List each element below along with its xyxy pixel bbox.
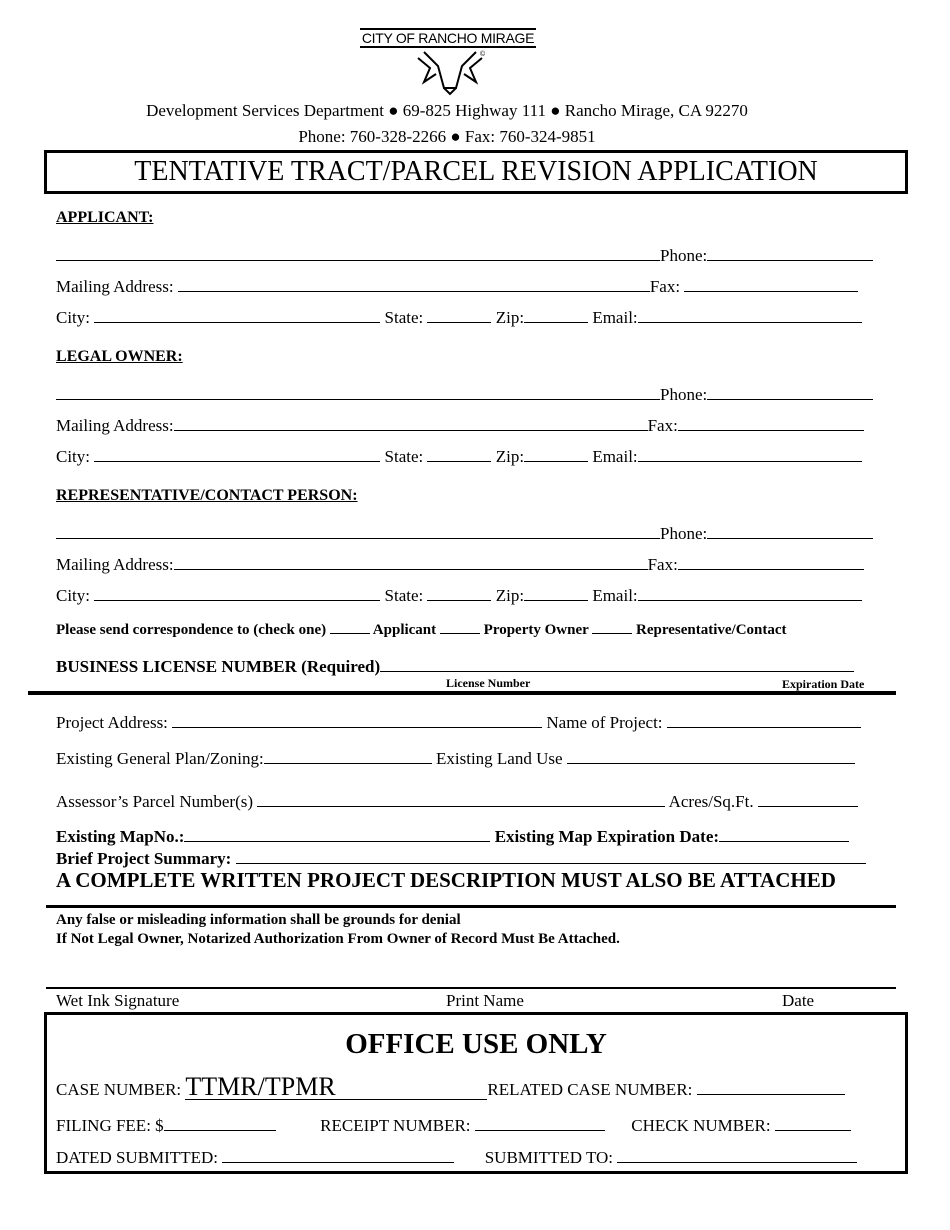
- owner-phone-field[interactable]: [707, 384, 873, 400]
- state-label: State:: [384, 586, 424, 605]
- check-representative[interactable]: [592, 620, 632, 634]
- divider: [46, 905, 896, 908]
- owner-name-row: [56, 384, 873, 405]
- applicant-name-row: [56, 245, 873, 266]
- email-label: Email:: [592, 447, 638, 466]
- city-label: City:: [56, 586, 91, 605]
- acres-field[interactable]: [758, 791, 858, 807]
- project-address-field[interactable]: [172, 712, 542, 728]
- print-name-label: Print Name: [446, 991, 524, 1010]
- license-number-caption: License Number: [446, 676, 531, 690]
- zoning-row: [56, 748, 855, 769]
- check-owner[interactable]: [440, 620, 480, 634]
- phone-label: Phone:: [660, 246, 708, 265]
- fax-label: Fax:: [647, 555, 678, 574]
- email-label: Email:: [592, 308, 638, 327]
- signature-label: Wet Ink Signature: [56, 991, 180, 1010]
- applicant-city-row: [56, 307, 862, 328]
- option-representative: Representative/Contact: [636, 622, 787, 638]
- rep-name-field[interactable]: [56, 523, 660, 539]
- correspondence-prompt: Please send correspondence to (check one): [56, 622, 327, 638]
- summary-row: [56, 848, 866, 869]
- owner-city-row: [56, 446, 862, 467]
- svg-text:©: ©: [480, 51, 486, 58]
- owner-email-field[interactable]: [638, 446, 862, 462]
- applicant-name-field[interactable]: [56, 245, 660, 261]
- project-address-label: Project Address:: [56, 713, 168, 732]
- mailing-address-label: Mailing Address:: [56, 277, 174, 296]
- filing-fee-label: FILING FEE: $: [56, 1116, 164, 1135]
- owner-zip-field[interactable]: [524, 446, 588, 462]
- owner-mail-field[interactable]: [174, 415, 648, 431]
- ram-icon: [410, 48, 490, 96]
- mailing-address-label: Mailing Address:: [56, 555, 174, 574]
- check-field[interactable]: [775, 1115, 851, 1131]
- fax-label: Fax:: [649, 277, 681, 296]
- rep-mail-row: [56, 554, 864, 575]
- state-label: State:: [384, 308, 424, 327]
- check-applicant[interactable]: [330, 620, 370, 634]
- applicant-mail-row: [56, 276, 858, 297]
- office-use-title: OFFICE USE ONLY: [345, 1028, 607, 1060]
- mailing-address-label: Mailing Address:: [56, 416, 174, 435]
- zip-label: Zip:: [495, 586, 525, 605]
- apn-field[interactable]: [257, 791, 665, 807]
- logo-text: CITY OF RANCHO MIRAGE: [361, 30, 535, 46]
- dated-submitted-field[interactable]: [222, 1147, 454, 1163]
- owner-city-field[interactable]: [94, 446, 380, 462]
- city-label: City:: [56, 447, 91, 466]
- map-no-field[interactable]: [184, 826, 490, 842]
- business-license-row: [56, 656, 854, 677]
- case-number-label: CASE NUMBER:: [56, 1080, 182, 1099]
- submitted-to-label: SUBMITTED TO:: [484, 1148, 614, 1167]
- option-applicant: Applicant: [372, 622, 437, 638]
- map-exp-label: Existing Map Expiration Date:: [494, 827, 720, 846]
- land-use-label: Existing Land Use: [436, 749, 563, 768]
- office-use-box: [44, 1012, 908, 1174]
- applicant-city-field[interactable]: [94, 307, 380, 323]
- owner-fax-field[interactable]: [678, 415, 864, 431]
- project-name-label: Name of Project:: [546, 713, 663, 732]
- related-case-label: RELATED CASE NUMBER:: [487, 1080, 693, 1099]
- owner-mail-row: [56, 415, 864, 436]
- date-label: Date: [782, 991, 815, 1010]
- state-label: State:: [384, 447, 424, 466]
- section-representative: REPRESENTATIVE/CONTACT PERSON:: [56, 487, 358, 504]
- project-name-field[interactable]: [667, 712, 861, 728]
- case-number-field[interactable]: TTMR/TPMR: [185, 1075, 487, 1100]
- map-row: [56, 826, 849, 847]
- acres-label: Acres/Sq.Ft.: [668, 792, 754, 811]
- zip-label: Zip:: [495, 447, 525, 466]
- applicant-zip-field[interactable]: [524, 307, 588, 323]
- filing-fee-field[interactable]: [164, 1115, 276, 1131]
- phone-label: Phone:: [660, 385, 708, 404]
- applicant-state-field[interactable]: [427, 307, 491, 323]
- submitted-row: [56, 1147, 857, 1168]
- owner-state-field[interactable]: [427, 446, 491, 462]
- map-exp-field[interactable]: [719, 826, 849, 842]
- section-legal-owner: LEGAL OWNER:: [56, 348, 183, 365]
- business-license-label: BUSINESS LICENSE NUMBER (Required): [56, 657, 381, 676]
- expiration-date-caption: Expiration Date: [782, 677, 865, 691]
- submitted-to-field[interactable]: [617, 1147, 857, 1163]
- signature-line[interactable]: [46, 987, 896, 989]
- rep-zip-field[interactable]: [524, 585, 588, 601]
- dated-submitted-label: DATED SUBMITTED:: [56, 1148, 218, 1167]
- notice-line-1: Any false or misleading information shall be grounds for denial: [56, 912, 461, 928]
- rep-name-row: [56, 523, 873, 544]
- check-label: CHECK NUMBER:: [631, 1116, 771, 1135]
- summary-field[interactable]: [236, 848, 866, 864]
- business-license-field[interactable]: [380, 656, 854, 672]
- rep-phone-field[interactable]: [707, 523, 873, 539]
- plan-zoning-label: Existing General Plan/Zoning:: [56, 749, 264, 768]
- city-label: City:: [56, 308, 91, 327]
- rep-state-field[interactable]: [427, 585, 491, 601]
- applicant-phone-field[interactable]: [707, 245, 873, 261]
- owner-name-field[interactable]: [56, 384, 660, 400]
- rep-city-row: [56, 585, 862, 606]
- city-logo: [360, 26, 536, 98]
- applicant-mail-field[interactable]: [178, 276, 650, 292]
- section-applicant: APPLICANT:: [56, 209, 154, 226]
- option-owner: Property Owner: [483, 622, 589, 638]
- fax-label: Fax:: [647, 416, 678, 435]
- apn-label: Assessor’s Parcel Number(s): [56, 792, 254, 811]
- summary-label: Brief Project Summary:: [56, 849, 232, 868]
- plan-zoning-field[interactable]: [264, 748, 432, 764]
- rep-email-field[interactable]: [638, 585, 862, 601]
- rep-mail-field[interactable]: [174, 554, 648, 570]
- receipt-field[interactable]: [475, 1115, 605, 1131]
- land-use-field[interactable]: [567, 748, 855, 764]
- case-number-row: [56, 1072, 845, 1101]
- project-address-row: [56, 712, 861, 733]
- email-label: Email:: [592, 586, 638, 605]
- address-line: Development Services Department ● 69-825 Highway 111 ● Rancho Mirage, CA 92270: [146, 101, 748, 120]
- description-notice: A COMPLETE WRITTEN PROJECT DESCRIPTION MUST ALSO BE ATTACHED: [56, 868, 836, 892]
- related-case-field[interactable]: [697, 1079, 845, 1095]
- zip-label: Zip:: [495, 308, 525, 327]
- phone-label: Phone:: [660, 524, 708, 543]
- applicant-fax-field[interactable]: [684, 276, 858, 292]
- receipt-label: RECEIPT NUMBER:: [320, 1116, 471, 1135]
- map-no-label: Existing MapNo.:: [56, 827, 185, 846]
- rep-city-field[interactable]: [94, 585, 380, 601]
- apn-row: [56, 791, 858, 812]
- phone-line: Phone: 760-328-2266 ● Fax: 760-324-9851: [298, 127, 596, 146]
- notice-line-2: If Not Legal Owner, Notarized Authorization From Owner of Record Must Be Attached.: [56, 931, 620, 947]
- fee-row: [56, 1115, 851, 1136]
- form-title: TENTATIVE TRACT/PARCEL REVISION APPLICATION: [44, 150, 908, 194]
- applicant-email-field[interactable]: [638, 307, 862, 323]
- rep-fax-field[interactable]: [678, 554, 864, 570]
- correspondence-row: [56, 620, 787, 639]
- divider: [28, 691, 896, 695]
